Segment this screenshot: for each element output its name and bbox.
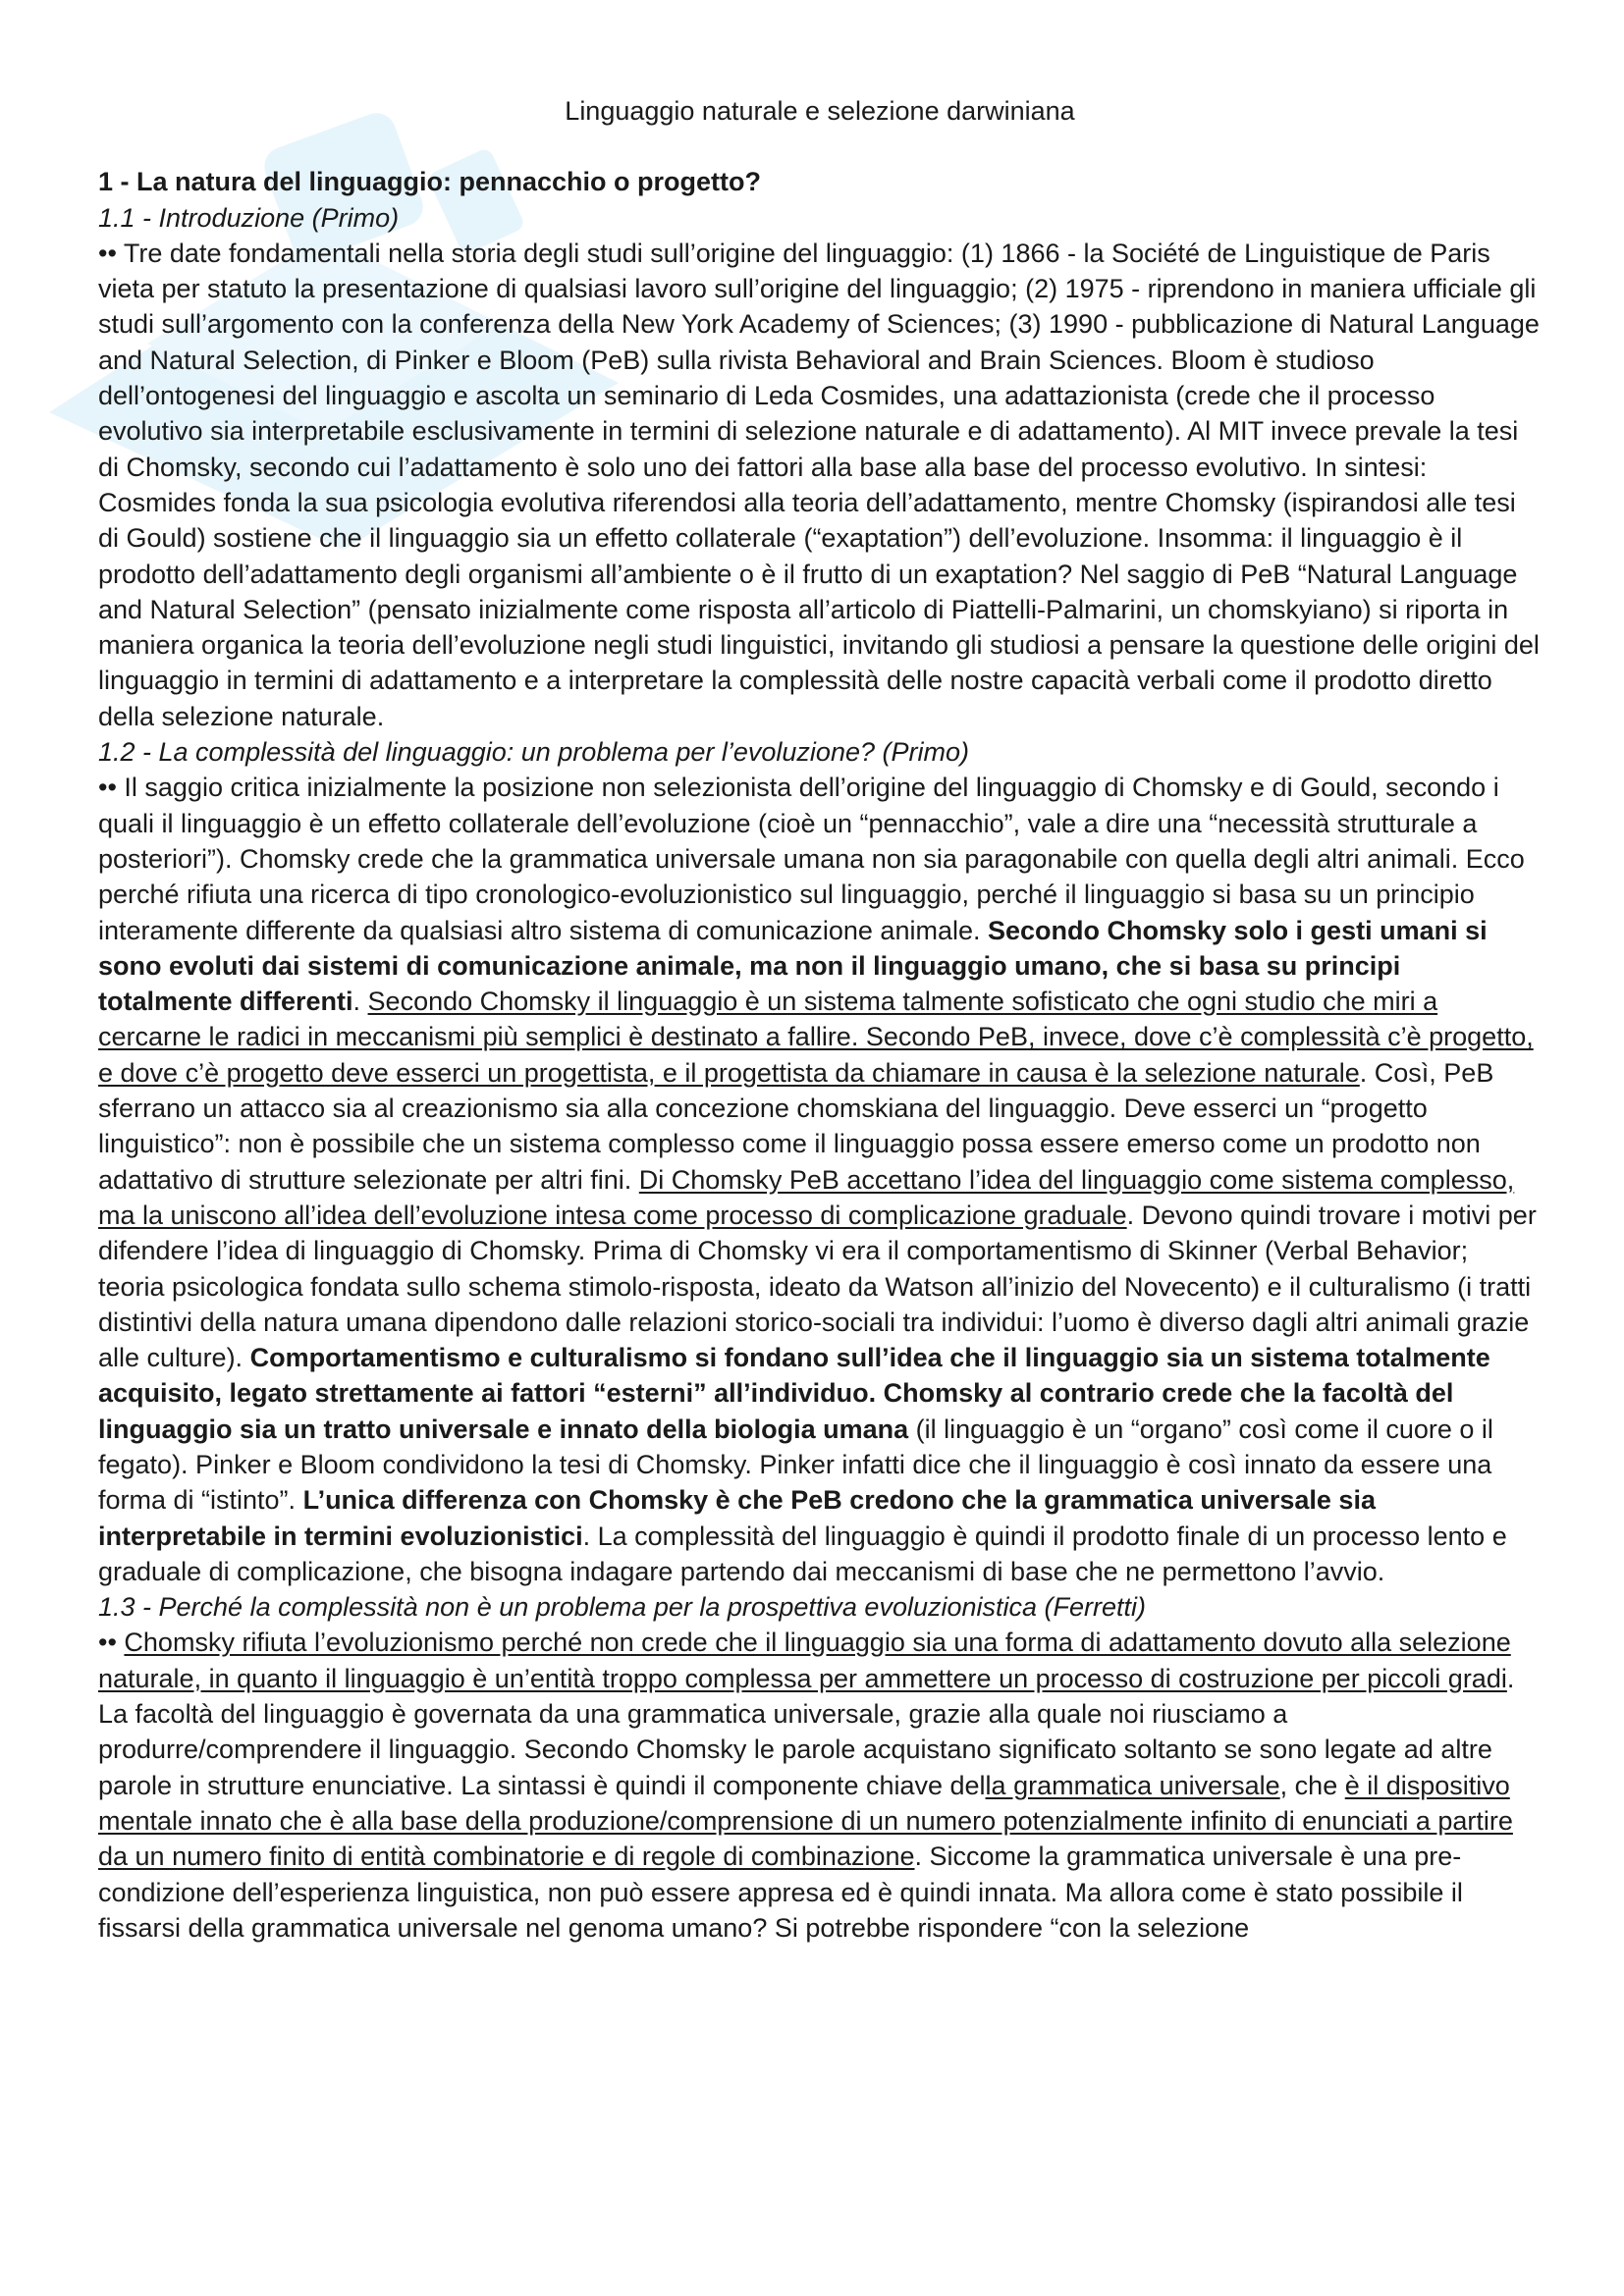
subsection-heading: 1.1 - Introduzione (Primo): [98, 202, 400, 233]
text-run: . La facoltà del linguaggio è governata da una grammatica universale, grazie alla quale noi riusciamo a produrre/comprendere il linguaggio. Secondo Chomsky le parole acquistano significato soltanto se sono legate ad altre parole in strutture enunciative. La sintassi è quindi il componente chiave del: [98, 1663, 1515, 1800]
text-run: . La complessità del linguaggio è quindi il prodotto finale di un processo lento e graduale di complicazione, che bisogna indagare partendo dai meccanismi di base che ne permettono l’avvio.: [98, 1521, 1507, 1586]
text-run: •• Il saggio critica inizialmente la posizione non selezionista dell’origine del linguaggio di Chomsky e di Gould, secondo i quali il linguaggio è un effetto collaterale dell’evoluzione (cioè un “pennacchio”, vale a dire una “necessità strutturale a posteriori”). Chomsky crede che la grammatica universale umana non sia paragonabile con quella degli altri animali. Ecco perché rifiuta una ricerca di tipo cronologico-evoluzionistico sul linguaggio, perché il linguaggio si basa su un principio interamente differente da qualsiasi altro sistema di comunicazione animale.: [98, 773, 1525, 945]
text-run: , che: [1279, 1770, 1345, 1800]
underlined-text: la grammatica universale: [985, 1770, 1280, 1800]
paragraph: [98, 1625, 1542, 1946]
text-run: (il linguaggio è un “organo” così come il cuore o il fegato). Pinker e Bloom condividono la tesi di Chomsky. Pinker infatti dice che il linguaggio è così innato da essere una forma di “istinto”.: [98, 1414, 1493, 1516]
underlined-text: Di Chomsky PeB accettano l’idea del linguaggio come sistema complesso, ma la uniscono all’idea dell’evoluzione intesa come processo di complicazione graduale: [98, 1164, 1515, 1230]
text-run: . Siccome la grammatica universale è una pre-condizione dell’esperienza linguistica, non può essere appresa ed è quindi innata. Ma allora come è stato possibile il fissarsi della grammatica universale nel genoma umano? Si potrebbe rispondere “con la selezione: [98, 1842, 1463, 1943]
bold-text: L’unica differenza con Chomsky è che PeB credono che la grammatica universale sia interpretabile in termini evoluzionistici: [98, 1485, 1376, 1551]
underlined-text: Chomsky rifiuta l’evoluzionismo perché non crede che il linguaggio sia una forma di adattamento dovuto alla selezione naturale, in quanto il linguaggio è un’entità troppo complessa per ammettere un processo di costruzione per piccoli gradi: [98, 1628, 1511, 1693]
text-run: .: [352, 987, 368, 1017]
document-page: [98, 93, 1542, 1946]
page-title: Linguaggio naturale e selezione darwiniana: [565, 96, 1075, 126]
paragraph: [98, 770, 1542, 1589]
text-run: . Devono quindi trovare i motivi per difendere l’idea di linguaggio di Chomsky. Prima di Chomsky vi era il comportamentismo di Skinner (Verbal Behavior; teoria psicologica fondata sullo schema stimolo-risposta, ideato da Watson all’inizio del Novecento) e il culturalismo (i tratti distintivi della natura umana dipendono dalle relazioni storico-sociali tra individui: l’uomo è diverso dagli altri animali grazie alle culture).: [98, 1200, 1537, 1373]
underlined-text: è il dispositivo mentale innato che è alla base della produzione/comprensione di un numero potenzialmente infinito di enunciati a partire da un numero finito di entità combinatorie e di regole di combinazione: [98, 1770, 1513, 1872]
subsection-heading: 1.3 - Perché la complessità non è un problema per la prospettiva evoluzionistica (Ferretti): [98, 1592, 1147, 1623]
text-run: . Così, PeB sferrano un attacco sia al creazionismo sia alla concezione chomskiana del linguaggio. Deve esserci un “progetto linguistico”: non è possibile che un sistema complesso come il linguaggio possa essere emerso come un prodotto non adattativo di strutture selezionate per altri fini.: [98, 1057, 1494, 1195]
bold-text: Comportamentismo e culturalismo si fondano sull’idea che il linguaggio sia un sistema totalmente acquisito, legato strettamente ai fattori “esterni” all’individuo. Chomsky al contrario crede che la facoltà del linguaggio sia un tratto universale e innato della biologia umana: [98, 1343, 1490, 1444]
text-run: •• Tre date fondamentali nella storia degli studi sull’origine del linguaggio: (1) 1866 - la Société de Linguistique de Paris vieta per statuto la presentazione di qualsiasi lavoro sull’origine del linguaggio; (2) 1975 - riprendono in maniera ufficiale gli studi sull’argomento con la conferenza della New York Academy of Sciences; (3) 1990 - pubblicazione di Natural Language and Natural Selection, di Pinker e Bloom (PeB) sulla rivista Behavioral and Brain Sciences. Bloom è studioso dell’ontogenesi del linguaggio e ascolta un seminario di Leda Cosmides, una adattazionista (crede che il processo evolutivo sia interpretabile esclusivamente in termini di selezione naturale e di adattamento). Al MIT invece prevale la tesi di Chomsky, secondo cui l’adattamento è solo uno dei fattori alla base alla base del processo evolutivo. In sintesi: Cosmides fonda la sua psicologia evolutiva riferendosi alla teoria dell’adattamento, mentre Chomsky (ispirandosi alle tesi di Gould) sostiene che il linguaggio sia un effetto collaterale (“exaptation”) dell’evoluzione. Insomma: il linguaggio è il prodotto dell’adattamento degli organismi all’ambiente o è il frutto di un exaptation? Nel saggio di PeB “Natural Language and Natural Selection” (pensato inizialmente come risposta all’articolo di Piattelli-Palmarini, un chomskyiano) si riporta in maniera organica la teoria dell’evoluzione negli studi linguistici, invitando gli studiosi a pensare la questione delle origini del linguaggio in termini di adattamento e a interpretare la complessità delle nostre capacità verbali come il prodotto diretto della selezione naturale.: [98, 238, 1540, 731]
text-run: ••: [98, 1628, 125, 1658]
paragraph: [98, 236, 1542, 734]
bold-text: Secondo Chomsky solo i gesti umani si sono evoluti dai sistemi di comunicazione animale, ma non il linguaggio umano, che si basa su principi totalmente differenti: [98, 915, 1488, 1017]
section-heading: 1 - La natura del linguaggio: pennacchio o progetto?: [98, 167, 762, 197]
subsection-heading: 1.2 - La complessità del linguaggio: un problema per l’evoluzione? (Primo): [98, 737, 969, 768]
underlined-text: Secondo Chomsky il linguaggio è un sistema talmente sofisticato che ogni studio che miri a cercarne le radici in meccanismi più semplici è destinato a fallire. Secondo PeB, invece, dove c’è complessità c’è progetto, e dove c’è progetto deve esserci un progettista, e il progettista da chiamare in causa è la selezione naturale: [98, 987, 1534, 1088]
